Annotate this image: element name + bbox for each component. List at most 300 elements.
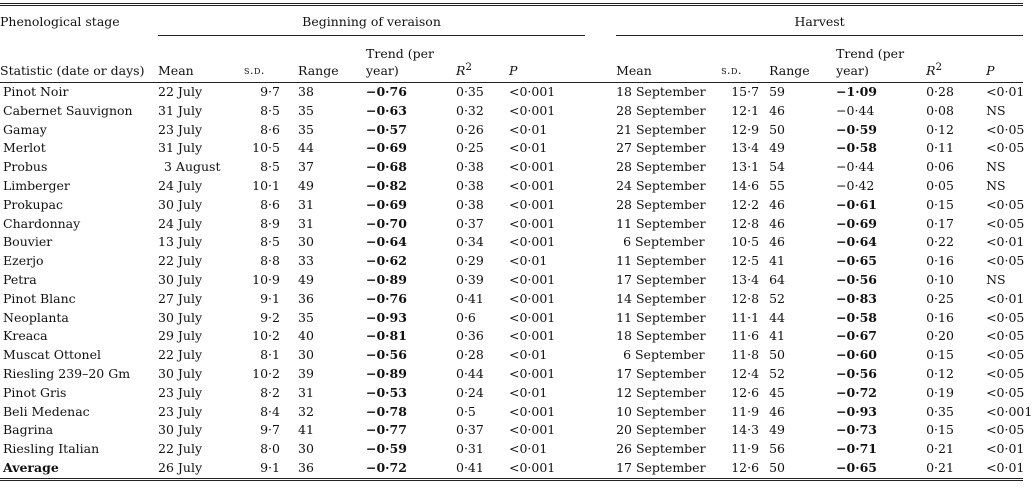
veraison-sd: 9·7 — [260, 84, 280, 99]
veraison-trend: −0·76 — [366, 84, 407, 99]
veraison-sd: 8·8 — [260, 253, 280, 269]
harvest-r2: 0·22 — [926, 234, 954, 250]
veraison-range: 37 — [298, 159, 314, 175]
harvest-range: 50 — [769, 459, 785, 475]
harvest-range: 54 — [769, 159, 785, 175]
veraison-trend: −0·77 — [366, 422, 407, 438]
harvest-sd: 12·6 — [731, 384, 760, 400]
harvest-range: 41 — [769, 328, 785, 344]
veraison-sd: 8·5 — [260, 234, 280, 250]
veraison-trend: −0·76 — [366, 290, 407, 306]
harvest-sd: 13·1 — [731, 159, 760, 175]
veraison-sd: 9·1 — [260, 459, 280, 475]
harvest-p: <0·001 — [986, 403, 1032, 419]
veraison-trend: −0·69 — [366, 196, 407, 212]
harvest-r2: 0·06 — [926, 159, 954, 175]
veraison-r2: 0·28 — [456, 347, 484, 363]
veraison-p: <0·001 — [509, 422, 556, 438]
harvest-mean: 11 September — [616, 253, 706, 269]
harvest-mean: 17 September — [616, 271, 706, 287]
veraison-r2: 0·37 — [456, 215, 484, 231]
veraison-r2: 0·32 — [456, 102, 484, 118]
veraison-trend: −0·57 — [366, 121, 407, 137]
table-row — [0, 346, 1023, 365]
veraison-p: <0·001 — [509, 328, 556, 344]
veraison-mean: 24 July — [158, 177, 203, 193]
table-row — [0, 421, 1023, 440]
veraison-range: 32 — [298, 403, 314, 419]
harvest-sd: 14·6 — [731, 177, 760, 193]
harvest-r2: 0·15 — [926, 196, 954, 212]
veraison-p: <0·01 — [509, 253, 548, 269]
veraison-trend: −0·93 — [366, 309, 407, 325]
cultivar-name: Bouvier — [3, 234, 53, 250]
v-range-header: Range — [298, 63, 339, 78]
veraison-r2: 0·35 — [456, 84, 484, 99]
veraison-mean: 22 July — [158, 347, 203, 363]
harvest-p: <0·05 — [986, 422, 1025, 438]
veraison-mean: 22 July — [158, 441, 203, 457]
veraison-mean: 23 July — [158, 384, 203, 400]
harvest-range: 64 — [769, 271, 785, 287]
harvest-p: <0·01 — [986, 290, 1025, 306]
veraison-trend: −0·82 — [366, 177, 407, 193]
veraison-range: 30 — [298, 347, 314, 363]
veraison-p: <0·001 — [509, 290, 556, 306]
harvest-range: 50 — [769, 347, 785, 363]
cultivar-name: Average — [3, 459, 59, 475]
harvest-r2: 0·28 — [926, 84, 954, 99]
veraison-trend: −0·63 — [366, 102, 407, 118]
veraison-r2: 0·38 — [456, 196, 484, 212]
table-row — [0, 121, 1023, 140]
veraison-range: 30 — [298, 441, 314, 457]
cultivar-name: Riesling 239–20 Gm — [3, 365, 131, 381]
harvest-p: <0·01 — [986, 459, 1025, 475]
h-range-header: Range — [769, 63, 810, 78]
table-row — [0, 158, 1023, 177]
harvest-group-label: Harvest — [794, 13, 845, 29]
harvest-p: <0·05 — [986, 347, 1025, 363]
harvest-trend: −0·67 — [836, 328, 877, 344]
harvest-sd: 11·6 — [731, 328, 760, 344]
veraison-sd: 9·2 — [260, 309, 280, 325]
veraison-r2: 0·38 — [456, 159, 484, 175]
harvest-mean: 27 September — [616, 140, 706, 156]
harvest-range: 46 — [769, 234, 785, 250]
veraison-sd: 8·4 — [260, 403, 280, 419]
h-mean-header: Mean — [616, 63, 652, 78]
table-row — [0, 252, 1023, 271]
veraison-mean: 23 July — [158, 403, 203, 419]
veraison-trend: −0·56 — [366, 347, 407, 363]
veraison-group-header — [158, 5, 585, 37]
harvest-r2: 0·12 — [926, 365, 954, 381]
veraison-p: <0·001 — [509, 365, 556, 381]
veraison-mean: 24 July — [158, 215, 203, 231]
harvest-range: 59 — [769, 84, 785, 99]
table-body — [0, 83, 1032, 480]
veraison-trend: −0·53 — [366, 384, 407, 400]
veraison-p: <0·001 — [509, 102, 556, 118]
harvest-range: 52 — [769, 290, 785, 306]
harvest-p: <0·01 — [986, 234, 1025, 250]
harvest-p: NS — [986, 177, 1006, 193]
veraison-r2: 0·29 — [456, 253, 484, 269]
veraison-mean: 30 July — [158, 365, 203, 381]
veraison-r2: 0·34 — [456, 234, 484, 250]
table-row — [0, 83, 1023, 102]
veraison-sd: 10·1 — [252, 177, 280, 193]
veraison-trend: −0·89 — [366, 365, 407, 381]
harvest-trend: −0·58 — [836, 140, 877, 156]
harvest-range: 45 — [769, 384, 785, 400]
harvest-range: 49 — [769, 140, 785, 156]
veraison-sd: 8·6 — [260, 196, 280, 212]
harvest-p: <0·01 — [986, 84, 1025, 99]
table-row — [0, 459, 1023, 479]
harvest-mean: 11 September — [616, 215, 706, 231]
h-p-header: P — [986, 63, 995, 78]
header-row-groups — [0, 5, 1023, 37]
harvest-p: NS — [986, 159, 1006, 175]
harvest-sd: 12·8 — [731, 290, 760, 306]
cultivar-name: Pinot Gris — [3, 384, 67, 400]
veraison-p: <0·001 — [509, 84, 556, 99]
harvest-range: 46 — [769, 102, 785, 118]
veraison-p: <0·001 — [509, 309, 556, 325]
h-trend-header: Trend (per year) — [836, 46, 905, 78]
harvest-p: <0·05 — [986, 196, 1025, 212]
veraison-p: <0·001 — [509, 234, 556, 250]
veraison-sd: 8·5 — [260, 159, 280, 175]
veraison-range: 44 — [298, 140, 314, 156]
veraison-r2: 0·6 — [456, 309, 476, 325]
veraison-trend: −0·78 — [366, 403, 407, 419]
cultivar-name: Chardonnay — [3, 215, 81, 231]
harvest-p: <0·05 — [986, 140, 1025, 156]
harvest-mean: 28 September — [616, 159, 706, 175]
table-row — [0, 271, 1023, 290]
cultivar-name: Probus — [3, 159, 48, 175]
v-p-header: P — [509, 63, 518, 78]
veraison-sd: 10·5 — [252, 140, 280, 156]
harvest-sd: 13·4 — [731, 271, 760, 287]
harvest-r2: 0·16 — [926, 253, 954, 269]
veraison-r2: 0·24 — [456, 384, 484, 400]
h-r2-header: $R^2$ — [926, 60, 943, 78]
harvest-range: 44 — [769, 309, 785, 325]
harvest-trend: −0·73 — [836, 422, 877, 438]
harvest-sd: 12·4 — [731, 365, 760, 381]
table-row — [0, 327, 1023, 346]
veraison-trend: −0·62 — [366, 253, 407, 269]
veraison-sd: 8·2 — [260, 384, 280, 400]
veraison-mean: 3 August — [164, 159, 221, 175]
harvest-sd: 14·3 — [731, 422, 760, 438]
veraison-range: 36 — [298, 290, 314, 306]
harvest-p: <0·05 — [986, 328, 1025, 344]
veraison-r2: 0·5 — [456, 403, 476, 419]
veraison-p: <0·001 — [509, 215, 556, 231]
veraison-range: 31 — [298, 215, 314, 231]
v-sd-header: s.d. — [244, 64, 265, 77]
harvest-trend: −1·09 — [836, 84, 877, 99]
harvest-range: 41 — [769, 253, 785, 269]
veraison-range: 31 — [298, 196, 314, 212]
harvest-r2: 0·15 — [926, 347, 954, 363]
veraison-r2: 0·38 — [456, 177, 484, 193]
harvest-range: 52 — [769, 365, 785, 381]
harvest-sd: 12·6 — [731, 459, 760, 475]
veraison-trend: −0·81 — [366, 328, 407, 344]
table-row — [0, 233, 1023, 252]
harvest-trend: −0·44 — [836, 159, 875, 175]
statistic-label: Statistic (date or days) — [0, 63, 145, 78]
veraison-trend: −0·68 — [366, 159, 407, 175]
harvest-mean: 21 September — [616, 121, 706, 137]
harvest-trend: −0·42 — [836, 177, 875, 193]
veraison-sd: 9·1 — [260, 290, 280, 306]
veraison-trend: −0·70 — [366, 215, 407, 231]
veraison-p: <0·01 — [509, 140, 548, 156]
veraison-p: <0·01 — [509, 384, 548, 400]
veraison-range: 40 — [298, 328, 314, 344]
veraison-range: 35 — [298, 309, 314, 325]
veraison-p: <0·001 — [509, 459, 556, 475]
veraison-range: 41 — [298, 422, 314, 438]
harvest-sd: 11·8 — [731, 347, 760, 363]
veraison-sd: 10·2 — [252, 328, 280, 344]
veraison-sd: 8·5 — [260, 102, 280, 118]
veraison-p: <0·001 — [509, 159, 556, 175]
v-r2-header: $R^2$ — [456, 60, 473, 78]
veraison-sd: 8·0 — [260, 441, 280, 457]
harvest-trend: −0·65 — [836, 459, 877, 475]
harvest-r2: 0·25 — [926, 290, 954, 306]
harvest-p: <0·01 — [986, 441, 1025, 457]
harvest-trend: −0·83 — [836, 290, 877, 306]
cultivar-name: Prokupac — [3, 196, 63, 212]
veraison-sd: 8·1 — [260, 347, 280, 363]
veraison-mean: 22 July — [158, 253, 203, 269]
cultivar-name: Beli Medenac — [3, 403, 90, 419]
veraison-trend: −0·72 — [366, 459, 407, 475]
veraison-mean: 23 July — [158, 121, 203, 137]
harvest-range: 46 — [769, 196, 785, 212]
veraison-range: 49 — [298, 271, 314, 287]
phenological-stage-label: Phenological stage — [0, 13, 120, 29]
harvest-trend: −0·69 — [836, 215, 877, 231]
harvest-mean: 17 September — [616, 459, 706, 475]
veraison-range: 31 — [298, 384, 314, 400]
harvest-r2: 0·15 — [926, 422, 954, 438]
veraison-group-label: Beginning of veraison — [302, 13, 441, 29]
harvest-group-rule — [616, 35, 1023, 36]
harvest-mean: 26 September — [616, 441, 706, 457]
harvest-trend: −0·61 — [836, 196, 877, 212]
harvest-r2: 0·10 — [926, 271, 954, 287]
veraison-mean: 30 July — [158, 196, 203, 212]
harvest-sd: 12·5 — [731, 253, 760, 269]
harvest-mean: 6 September — [623, 234, 705, 250]
harvest-sd: 12·2 — [731, 196, 760, 212]
veraison-sd: 10·9 — [252, 271, 280, 287]
table-row — [0, 384, 1023, 403]
cultivar-name: Bagrina — [3, 422, 54, 438]
harvest-mean: 12 September — [616, 384, 706, 400]
veraison-range: 36 — [298, 459, 314, 475]
harvest-trend: −0·59 — [836, 121, 877, 137]
cultivar-name: Merlot — [3, 140, 46, 156]
veraison-r2: 0·41 — [456, 459, 484, 475]
harvest-mean: 24 September — [616, 177, 706, 193]
veraison-trend: −0·69 — [366, 140, 407, 156]
harvest-range: 46 — [769, 215, 785, 231]
veraison-r2: 0·31 — [456, 441, 484, 457]
veraison-r2: 0·25 — [456, 140, 484, 156]
cultivar-name: Neoplanta — [3, 309, 69, 325]
veraison-range: 35 — [298, 102, 314, 118]
harvest-p: <0·05 — [986, 384, 1025, 400]
cultivar-name: Gamay — [3, 121, 47, 137]
cultivar-name: Muscat Ottonel — [3, 347, 101, 363]
table-row — [0, 440, 1023, 459]
table-row — [0, 139, 1023, 158]
v-mean-header: Mean — [158, 63, 194, 78]
harvest-mean: 11 September — [616, 309, 706, 325]
veraison-range: 35 — [298, 121, 314, 137]
table-row — [0, 365, 1023, 384]
cultivar-name: Petra — [3, 271, 37, 287]
harvest-mean: 28 September — [616, 102, 706, 118]
veraison-p: <0·001 — [509, 196, 556, 212]
veraison-mean: 30 July — [158, 422, 203, 438]
harvest-trend: −0·64 — [836, 234, 877, 250]
harvest-trend: −0·44 — [836, 102, 875, 118]
cultivar-name: Kreaca — [3, 328, 48, 344]
veraison-mean: 27 July — [158, 290, 203, 306]
harvest-mean: 10 September — [616, 403, 706, 419]
harvest-trend: −0·71 — [836, 441, 877, 457]
harvest-p: NS — [986, 271, 1006, 287]
veraison-mean: 13 July — [158, 234, 203, 250]
harvest-r2: 0·35 — [926, 403, 954, 419]
harvest-r2: 0·16 — [926, 309, 954, 325]
harvest-mean: 20 September — [616, 422, 706, 438]
header-row-columns — [0, 36, 1023, 83]
harvest-mean: 14 September — [616, 290, 706, 306]
table-row — [0, 403, 1023, 422]
harvest-r2: 0·12 — [926, 121, 954, 137]
harvest-mean: 18 September — [616, 328, 706, 344]
cultivar-name: Cabernet Sauvignon — [3, 102, 133, 118]
harvest-sd: 15·7 — [731, 84, 760, 99]
veraison-range: 30 — [298, 234, 314, 250]
table-row — [0, 196, 1023, 215]
veraison-range: 38 — [298, 84, 314, 99]
phenology-table — [0, 3, 1032, 481]
veraison-r2: 0·36 — [456, 328, 484, 344]
harvest-range: 50 — [769, 121, 785, 137]
harvest-sd: 12·1 — [731, 102, 760, 118]
harvest-sd: 12·8 — [731, 215, 760, 231]
harvest-mean: 28 September — [616, 196, 706, 212]
veraison-sd: 8·6 — [260, 121, 280, 137]
veraison-p: <0·01 — [509, 121, 548, 137]
harvest-sd: 11·9 — [731, 403, 760, 419]
harvest-p: <0·05 — [986, 215, 1025, 231]
harvest-p: <0·05 — [986, 365, 1025, 381]
harvest-trend: −0·65 — [836, 253, 877, 269]
harvest-r2: 0·21 — [926, 441, 954, 457]
harvest-range: 46 — [769, 403, 785, 419]
v-trend-header: Trend (per year) — [366, 46, 434, 78]
cultivar-name: Pinot Blanc — [3, 290, 76, 306]
harvest-trend: −0·56 — [836, 271, 877, 287]
harvest-p: NS — [986, 102, 1006, 118]
veraison-group-rule — [158, 35, 585, 36]
veraison-r2: 0·26 — [456, 121, 484, 137]
veraison-r2: 0·37 — [456, 422, 484, 438]
veraison-mean: 31 July — [158, 140, 203, 156]
harvest-mean: 6 September — [623, 347, 705, 363]
harvest-trend: −0·58 — [836, 309, 877, 325]
veraison-p: <0·001 — [509, 403, 556, 419]
veraison-r2: 0·44 — [456, 365, 484, 381]
harvest-mean: 18 September — [616, 84, 706, 99]
harvest-sd: 11·9 — [731, 441, 760, 457]
veraison-range: 39 — [298, 365, 314, 381]
harvest-trend: −0·56 — [836, 365, 877, 381]
harvest-p: <0·05 — [986, 253, 1025, 269]
harvest-sd: 11·1 — [731, 309, 760, 325]
harvest-range: 55 — [769, 177, 785, 193]
harvest-range: 56 — [769, 441, 785, 457]
harvest-trend: −0·72 — [836, 384, 877, 400]
veraison-trend: −0·59 — [366, 441, 407, 457]
harvest-r2: 0·08 — [926, 102, 954, 118]
veraison-r2: 0·41 — [456, 290, 484, 306]
veraison-mean: 26 July — [158, 459, 203, 475]
harvest-r2: 0·19 — [926, 384, 954, 400]
harvest-sd: 10·5 — [731, 234, 760, 250]
cultivar-name: Ezerjo — [3, 253, 44, 269]
cultivar-name: Riesling Italian — [3, 441, 100, 457]
veraison-sd: 9·7 — [260, 422, 280, 438]
harvest-trend: −0·60 — [836, 347, 877, 363]
veraison-sd: 8·9 — [260, 215, 280, 231]
veraison-mean: 22 July — [158, 84, 203, 99]
harvest-r2: 0·21 — [926, 459, 954, 475]
veraison-range: 49 — [298, 177, 314, 193]
cultivar-name: Pinot Noir — [3, 84, 69, 99]
harvest-trend: −0·93 — [836, 403, 877, 419]
harvest-sd: 12·9 — [731, 121, 760, 137]
veraison-range: 33 — [298, 253, 314, 269]
cultivar-name: Limberger — [3, 177, 70, 193]
veraison-p: <0·01 — [509, 441, 548, 457]
harvest-r2: 0·20 — [926, 328, 954, 344]
harvest-r2: 0·17 — [926, 215, 954, 231]
veraison-trend: −0·89 — [366, 271, 407, 287]
harvest-group-header — [616, 5, 1023, 37]
veraison-mean: 29 July — [158, 328, 203, 344]
harvest-p: <0·05 — [986, 309, 1025, 325]
harvest-p: <0·05 — [986, 121, 1025, 137]
veraison-mean: 30 July — [158, 271, 203, 287]
table-row — [0, 102, 1023, 121]
